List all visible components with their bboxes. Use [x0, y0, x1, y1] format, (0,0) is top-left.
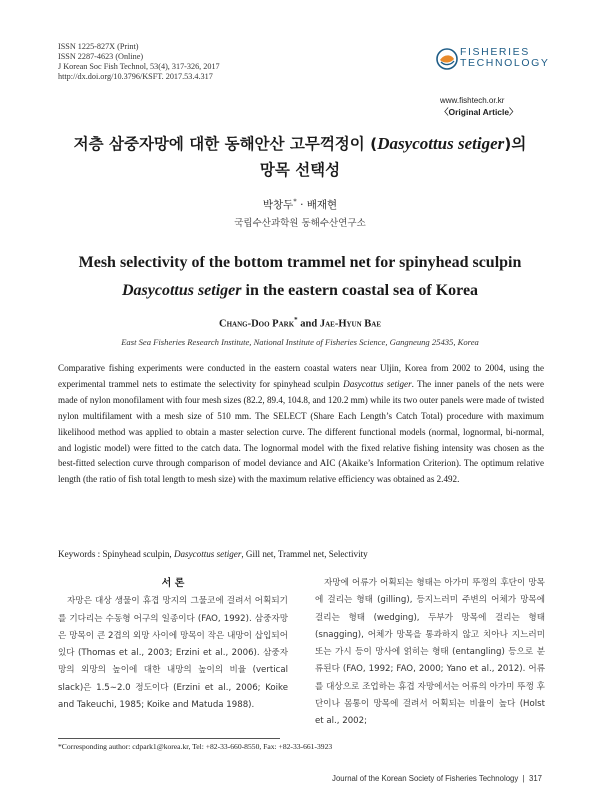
- logo-line-1: FISHERIES: [460, 46, 530, 58]
- english-title-rest: in the eastern coastal sea of Korea: [241, 282, 479, 299]
- doi-link[interactable]: http://dx.doi.org/10.3796/KSFT. 2017.53.4.317: [58, 72, 213, 81]
- page-footer: [332, 774, 542, 783]
- section-heading: 서 론: [161, 578, 185, 589]
- keywords-species: Dasycottus setiger: [173, 549, 242, 559]
- english-title-line-2: [20, 280, 580, 302]
- fish-logo-icon: [436, 48, 458, 70]
- footnote-divider: [58, 738, 280, 739]
- logo-wordmark: [460, 47, 550, 69]
- korean-title-line-2: 망목 선택성: [259, 161, 341, 179]
- issn-print: ISSN 1225-827X (Print): [58, 42, 139, 51]
- english-title-species: Dasycottus setiger: [121, 282, 242, 299]
- logo-line-2: TECHNOLOGY: [460, 57, 550, 69]
- english-author-2: Jae-Hyun Bae: [319, 318, 381, 330]
- english-corresponding-mark: *: [294, 316, 298, 324]
- keywords-post: , Gill net, Trammel net, Selectivity: [241, 549, 368, 559]
- citation: J Korean Soc Fish Technol, 53(4), 317-326, 2017: [58, 62, 220, 71]
- english-title: [20, 252, 580, 302]
- korean-affiliation: 국립수산과학원 동해수산연구소: [234, 218, 366, 229]
- corresponding-mark: *: [293, 197, 297, 206]
- abstract: [58, 361, 544, 488]
- abstract-part-1: Comparative fishing experiments were conducted in the eastern coastal waters near Uljin, Korea from 2002 to 2004, using the experimental trammel nets to estimate the selectivity for spinyhead sculpin: [58, 363, 544, 389]
- body-left-column: [58, 575, 288, 714]
- korean-title-species: Dasycottus setiger: [377, 134, 505, 153]
- korean-author-2: · 배재현: [296, 199, 338, 211]
- korean-authors: [20, 197, 580, 212]
- journal-logo: [436, 46, 552, 98]
- korean-author-1: 박창두: [262, 199, 294, 211]
- journal-url[interactable]: www.fishtech.or.kr: [440, 96, 505, 105]
- english-authors: [20, 316, 580, 330]
- footer-journal: Journal of the Korean Society of Fisheries Technology: [332, 774, 519, 783]
- keywords: [58, 549, 544, 559]
- korean-title-pre: 저층 삼중자망에 대한 동해안산 고무꺽정이 (: [73, 135, 378, 153]
- body-right-column: [315, 575, 545, 731]
- korean-title-post: )의: [504, 135, 527, 153]
- abstract-species: Dasycottus setiger: [343, 378, 412, 389]
- right-paragraph: 자망에 어류가 어획되는 형태는 아가미 뚜껑의 후단이 망목에 걸리는 형태 (gilling), 등지느러미 주변의 어체가 망목에 걸리는 형태 (wedging), 두부가 망목에 걸리는 형태 (snagging), 어체가 망목을 통과하지 않고 치아나 지느러미 또는 가시 등이 망사에 얽히는 형태 (entangling) 등으로 분류된다 (FAO, 1992; FAO, 2000; Yano et al., 2012). 어류를 대상으로 조업하는 휴겹 자망에서는 어류의 아가미 뚜껑 후단이나 몸통이 망목에 걸려서 어획되는 비율이 높다 (Holst et al., 2002;: [315, 578, 545, 727]
- keywords-label: Keywords :: [58, 549, 103, 559]
- english-title-line-1: Mesh selectivity of the bottom trammel net for spinyhead sculpin: [78, 254, 522, 271]
- left-paragraph: 자망은 대상 생물이 휴겹 망지의 그물코에 걸려서 어획되기를 기다리는 수동형 어구의 일종이다 (FAO, 1992). 삼중자망은 망목이 큰 2겹의 외망 사이에 망목이 작은 내망이 삽입되어 있다 (Thomas et al., 2003; Erzini et al., 2006). 삼중자망의 외망의 높이에 대한 내망의 높이의 비율 (vertical slack)은 1.5∼2.0 정도이다 (Erzini et al., 2006; Koike and Takeuchi, 1985; Koike and Matuda 1988).: [58, 596, 288, 711]
- english-affiliation: East Sea Fisheries Research Institute, National Institute of Fisheries Science, Gangneung 25435, Korea: [121, 337, 479, 347]
- journal-info: [58, 42, 220, 82]
- abstract-part-2: . The inner panels of the nets were made of nylon monofilament with four mesh sizes (82.2, 89.4, 104.8, and 120.2 mm) while its two outer panels were made of twisted nylon multifilament with a mesh size of 510 mm. The SELECT (Share Each Length’s Catch Total) procedure with maximum likelihood method was applied to obtain a master selection curve. The different functional models (normal, lognormal, bi-normal, and logistic model) were fitted to the catch data. The lognormal model with the fixed relative fishing intensity was chosen as the best-fitted selection curve through comparison of model deviance and AIC (Akaike’s Information Criterion). The optimum relative length (the ratio of fish total length to mesh size) with the maximum relative efficiency was obtained as 2.492.: [58, 378, 544, 485]
- footer-separator: |: [518, 774, 529, 783]
- korean-title-line-1: [20, 132, 580, 154]
- article-type: 〈Original Article〉: [440, 107, 518, 117]
- page-number: 317: [528, 774, 542, 783]
- issn-online: ISSN 2287-4623 (Online): [58, 52, 144, 61]
- author-separator: and: [297, 318, 320, 330]
- footnote: *Corresponding author: cdpark1@korea.kr, Tel: +82-33-660-8550, Fax: +82-33-661-3923: [58, 742, 333, 751]
- english-author-1: Chang-Doo Park: [219, 318, 295, 330]
- keywords-pre: Spinyhead sculpin,: [102, 549, 174, 559]
